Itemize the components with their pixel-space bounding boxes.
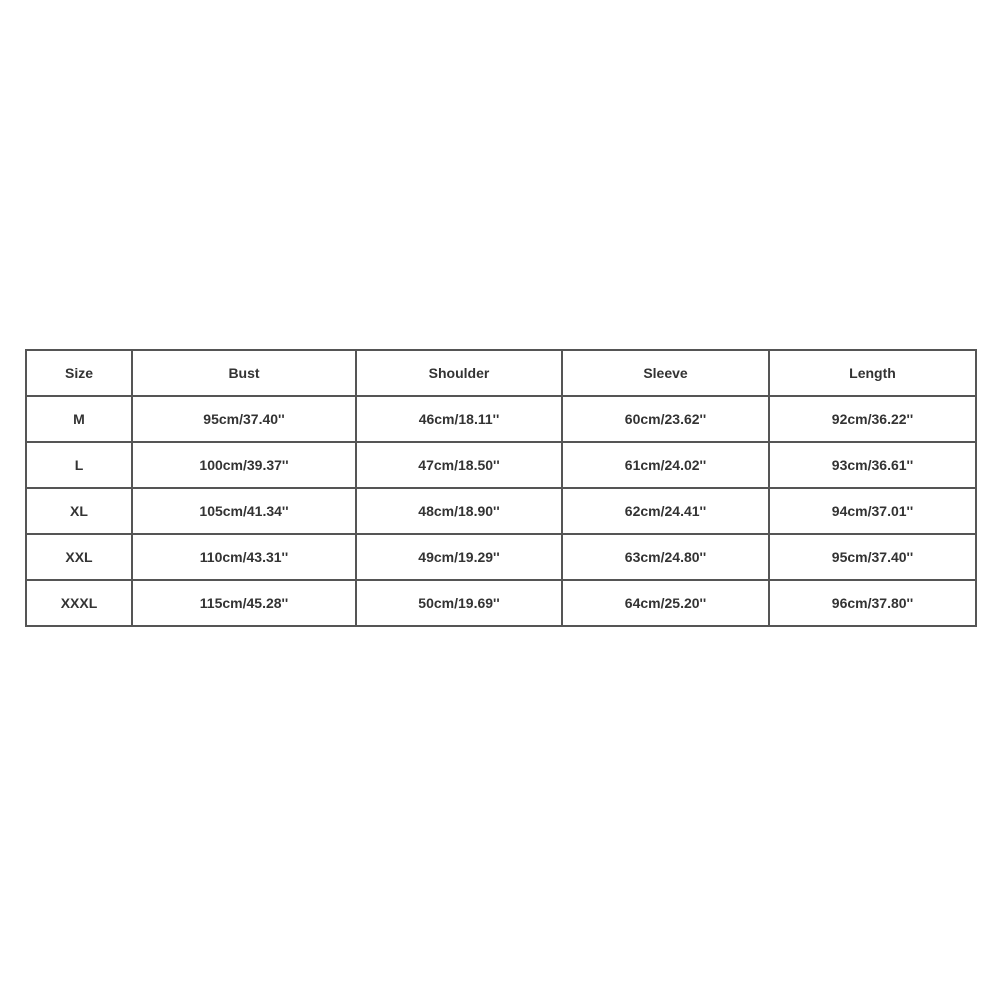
table-header-row	[26, 350, 976, 396]
header-bust: Bust	[132, 350, 356, 396]
size-chart-table	[25, 349, 977, 627]
cell-size: XXL	[26, 534, 132, 580]
header-shoulder: Shoulder	[356, 350, 562, 396]
cell-length: 95cm/37.40''	[769, 534, 976, 580]
cell-shoulder: 48cm/18.90''	[356, 488, 562, 534]
header-sleeve: Sleeve	[562, 350, 769, 396]
cell-sleeve: 62cm/24.41''	[562, 488, 769, 534]
cell-shoulder: 49cm/19.29''	[356, 534, 562, 580]
cell-bust: 115cm/45.28''	[132, 580, 356, 626]
cell-sleeve: 63cm/24.80''	[562, 534, 769, 580]
table-row	[26, 580, 976, 626]
cell-sleeve: 64cm/25.20''	[562, 580, 769, 626]
cell-bust: 110cm/43.31''	[132, 534, 356, 580]
cell-length: 94cm/37.01''	[769, 488, 976, 534]
cell-length: 96cm/37.80''	[769, 580, 976, 626]
cell-size: XL	[26, 488, 132, 534]
table-row	[26, 396, 976, 442]
header-size: Size	[26, 350, 132, 396]
cell-bust: 100cm/39.37''	[132, 442, 356, 488]
cell-bust: 105cm/41.34''	[132, 488, 356, 534]
cell-length: 92cm/36.22''	[769, 396, 976, 442]
cell-sleeve: 61cm/24.02''	[562, 442, 769, 488]
cell-shoulder: 46cm/18.11''	[356, 396, 562, 442]
cell-bust: 95cm/37.40''	[132, 396, 356, 442]
cell-size: L	[26, 442, 132, 488]
table-row	[26, 488, 976, 534]
cell-length: 93cm/36.61''	[769, 442, 976, 488]
header-length: Length	[769, 350, 976, 396]
cell-shoulder: 50cm/19.69''	[356, 580, 562, 626]
cell-shoulder: 47cm/18.50''	[356, 442, 562, 488]
cell-sleeve: 60cm/23.62''	[562, 396, 769, 442]
table-row	[26, 442, 976, 488]
cell-size: XXXL	[26, 580, 132, 626]
cell-size: M	[26, 396, 132, 442]
table-row	[26, 534, 976, 580]
